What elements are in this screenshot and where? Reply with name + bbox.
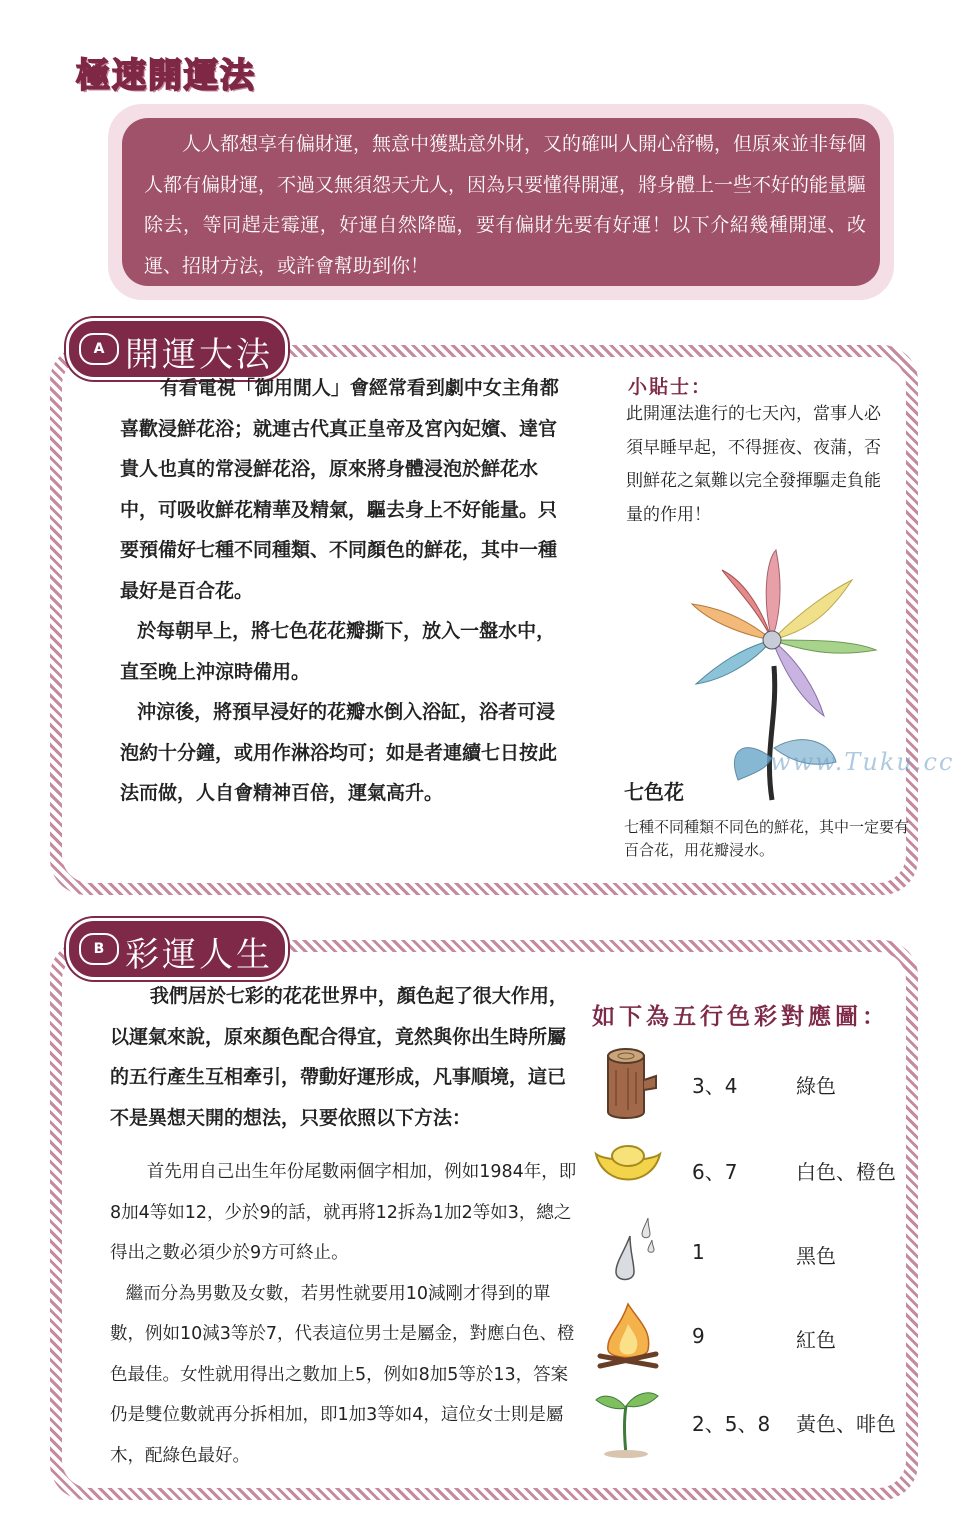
element-color: 黑色 [796, 1244, 836, 1268]
section-b-body-intro [110, 976, 578, 1138]
gold-ingot-icon [594, 1132, 662, 1208]
section-b-badge: B [79, 933, 119, 965]
element-numbers: 6、7 [692, 1160, 738, 1184]
section-b-title: 彩運人生 [125, 935, 273, 975]
section-a-title: 開運大法 [125, 335, 273, 375]
sprout-icon [594, 1384, 662, 1460]
tip-text: 此開運法進行的七天內，當事人必須早睡早起，不得捱夜、夜蒲，否則鮮花之氣難以完全發揮驅走負能量的作用！ [626, 404, 881, 525]
flower-caption-title: 七色花 [624, 780, 684, 804]
element-row-earth [594, 1384, 914, 1460]
section-a-paragraph: 沖涼後，將預早浸好的花瓣水倒入浴缸，浴者可浸泡約十分鐘，或用作淋浴均可；如是者連續七日按此法而做，人自會精神百倍，運氣高升。 [120, 701, 558, 804]
element-numbers: 1 [692, 1240, 705, 1264]
fire-icon [594, 1300, 662, 1376]
section-a-badge: A [79, 333, 119, 365]
element-color: 紅色 [796, 1328, 836, 1352]
section-b-paragraph: 我們居於七彩的花花世界中，顏色起了很大作用，以運氣來說，原來顏色配合得宜，竟然與你出生時所屬的五行產生互相牽引，帶動好運形成，凡事順境，這已不是異想天開的想法，只要依照以下方法： [110, 985, 568, 1129]
section-a-body [120, 368, 560, 814]
page-title: 極速開運法 [76, 56, 256, 96]
element-row-wood [594, 1046, 914, 1122]
section-b-paragraph: 首先用自己出生年份尾數兩個字相加，例如1984年，即8加4等如12，少於9的話，就再將12拆為1加2等如3，總之得出之數必須少於9方可終止。 [110, 1162, 577, 1263]
section-a-paragraph: 於每朝早上，將七色花花瓣撕下，放入一盤水中，直至晚上沖涼時備用。 [120, 620, 556, 683]
tip-title: 小貼士： [628, 376, 713, 398]
section-b-body-method [110, 1152, 578, 1476]
element-numbers: 3、4 [692, 1074, 738, 1098]
section-a-paragraph: 有看電視「御用閒人」會經常看到劇中女主角都喜歡浸鮮花浴；就連古代真正皇帝及宮內妃嬪、達官貴人也真的常浸鮮花浴，原來將身體浸泡於鮮花水中，可吸收鮮花精華及精氣，驅去身上不好能量。只要預備好七種不同種類、不同顏色的鮮花，其中一種最好是百合花。 [120, 377, 559, 602]
section-b-header [66, 918, 288, 980]
element-numbers: 9 [692, 1324, 705, 1348]
element-table-title: 如下為五行色彩對應圖： [592, 1003, 889, 1030]
wood-log-icon [594, 1046, 662, 1122]
element-row-metal [594, 1132, 914, 1208]
element-color: 綠色 [796, 1074, 836, 1098]
watermark: www.Tuku.cc [770, 748, 955, 776]
section-b-paragraph: 繼而分為男數及女數，若男性就要用10減剛才得到的單數，例如10減3等於7，代表這位男士是屬金，對應白色、橙色最佳。女性就用得出之數加上5，例如8加5等於13，答案仍是雙位數就再分拆相加，即1加3等如4，這位女士則是屬木，配綠色最好。 [110, 1283, 575, 1466]
intro-text: 人人都想享有偏財運，無意中獲點意外財，又的確叫人開心舒暢，但原來並非每個人都有偏財運，不過又無須怨天尤人，因為只要懂得開運，將身體上一些不好的能量驅除去，等同趕走霉運，好運自然降臨，要有偏財先要有好運！以下介紹幾種開運、改運、招財方法，或許會幫助到你！ [144, 133, 867, 277]
element-row-fire [594, 1300, 914, 1376]
water-drop-icon [594, 1216, 662, 1292]
element-row-water [594, 1216, 914, 1292]
element-color: 白色、橙色 [796, 1160, 896, 1184]
flower-caption-text: 七種不同種類不同色的鮮花，其中一定要有百合花，用花瓣浸水。 [624, 818, 910, 859]
element-color: 黃色、啡色 [796, 1412, 896, 1436]
element-numbers: 2、5、8 [692, 1412, 771, 1436]
